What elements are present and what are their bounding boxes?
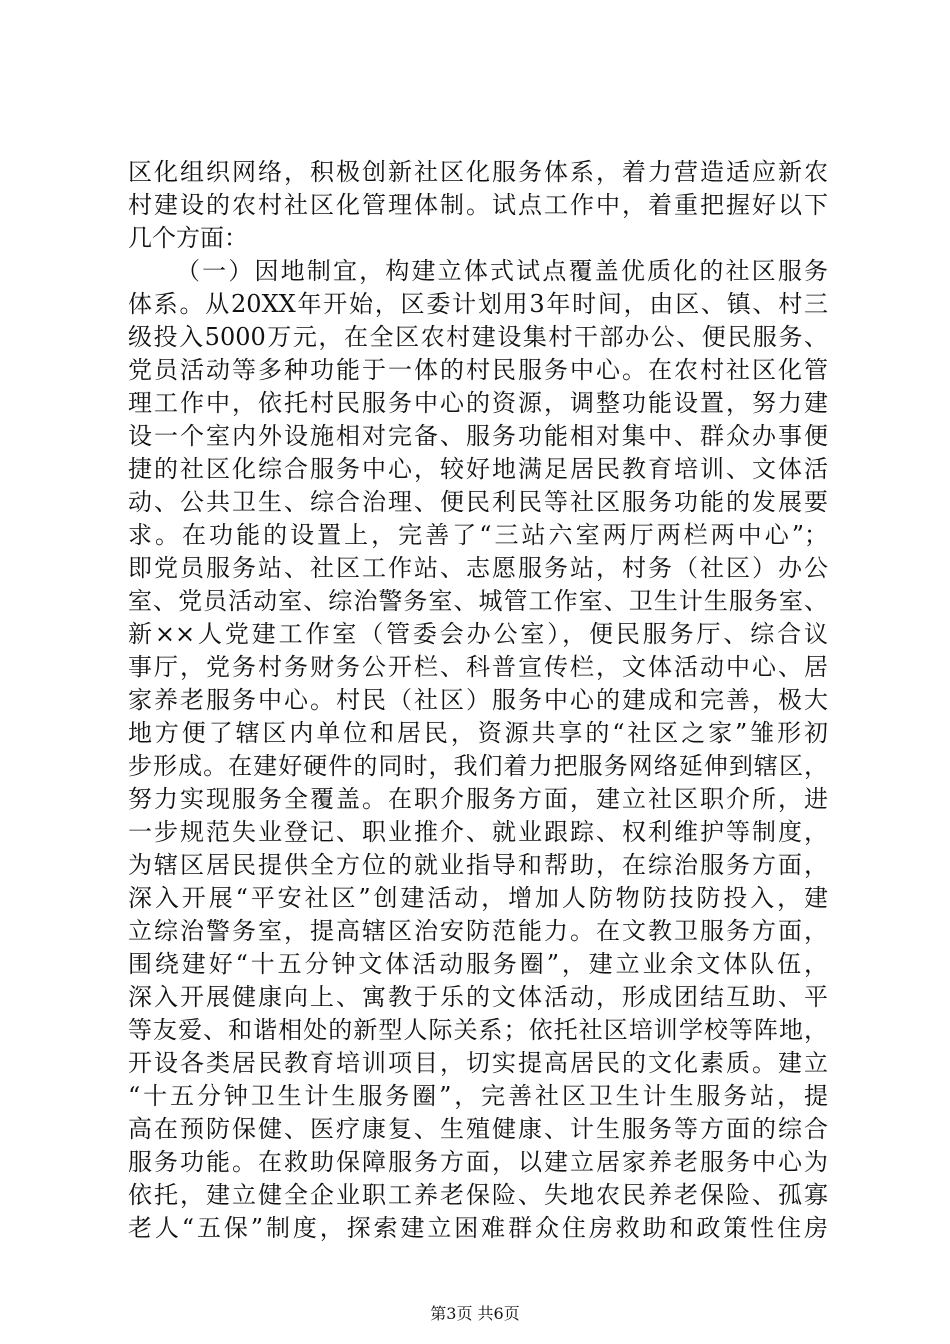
text-line: 事厅，党务村务财务公开栏、科普宣传栏，文体活动中心、居 [128, 653, 828, 681]
text-line: 开设各类居民教育培训项目，切实提高居民的文化素质。建立 [128, 1049, 828, 1077]
text-line: 党员活动等多种功能于一体的村民服务中心。在农村社区化管 [128, 356, 828, 384]
text-line: 等友爱、和谐相处的新型人际关系；依托社区培训学校等阵地， [128, 1016, 828, 1044]
text-line: 捷的社区化综合服务中心，较好地满足居民教育培训、文体活 [128, 455, 828, 483]
text-line: 一步规范失业登记、职业推介、就业跟踪、权利维护等制度， [128, 818, 828, 846]
text-line: 家养老服务中心。村民（社区）服务中心的建成和完善，极大 [128, 686, 828, 714]
text-line: 步形成。在建好硬件的同时，我们着力把服务网络延伸到辖区， [128, 752, 828, 780]
text-line: 立综治警务室，提高辖区治安防范能力。在文教卫服务方面， [128, 917, 828, 945]
text-line: 服务功能。在救助保障服务方面，以建立居家养老服务中心为 [128, 1148, 828, 1176]
text-line: 深入开展健康向上、寓教于乐的文体活动，形成团结互助、平 [128, 983, 828, 1011]
text-line: 村建设的农村社区化管理体制。试点工作中，着重把握好以下 [128, 191, 828, 219]
text-line: 深入开展“平安社区”创建活动，增加人防物防技防投入，建 [128, 884, 828, 912]
text-line: 努力实现服务全覆盖。在职介服务方面，建立社区职介所，进 [128, 785, 828, 813]
text-line: 室、党员活动室、综治警务室、城管工作室、卫生计生服务室、 [128, 587, 828, 615]
text-line: “十五分钟卫生计生服务圈”，完善社区卫生计生服务站，提 [128, 1082, 828, 1110]
text-line: 新××人党建工作室（管委会办公室），便民服务厅、综合议 [128, 620, 828, 648]
text-line: 几个方面： [128, 224, 248, 252]
body-text [128, 156, 828, 1245]
text-line: 老人“五保”制度，探索建立困难群众住房救助和政策性住房 [128, 1214, 828, 1242]
text-line: 体系。从20XX年开始，区委计划用3年时间，由区、镇、村三 [128, 290, 828, 318]
text-line: 求。在功能的设置上，完善了“三站六室两厅两栏两中心”； [128, 521, 828, 549]
text-line: 理工作中，依托村民服务中心的资源，调整功能设置，努力建 [128, 389, 828, 417]
text-line: 围绕建好“十五分钟文体活动服务圈”，建立业余文体队伍， [128, 950, 828, 978]
text-line: 为辖区居民提供全方位的就业指导和帮助，在综治服务方面， [128, 851, 828, 879]
text-line: 地方便了辖区内单位和居民，资源共享的“社区之家”雏形初 [128, 719, 828, 747]
text-line: 高在预防保健、医疗康复、生殖健康、计生服务等方面的综合 [128, 1115, 828, 1143]
text-line: （一）因地制宜，构建立体式试点覆盖优质化的社区服务 [176, 257, 828, 285]
text-line: 级投入5000万元，在全区农村建设集村干部办公、便民服务、 [128, 323, 828, 351]
text-line: 区化组织网络，积极创新社区化服务体系，着力营造适应新农 [128, 158, 828, 186]
page-footer: 第3页 共6页 [430, 1304, 520, 1323]
text-line: 设一个室内外设施相对完备、服务功能相对集中、群众办事便 [128, 422, 828, 450]
text-line: 即党员服务站、社区工作站、志愿服务站，村务（社区）办公 [128, 554, 828, 582]
text-line: 动、公共卫生、综合治理、便民利民等社区服务功能的发展要 [128, 488, 828, 516]
text-line: 依托，建立健全企业职工养老保险、失地农民养老保险、孤寡 [128, 1181, 828, 1209]
